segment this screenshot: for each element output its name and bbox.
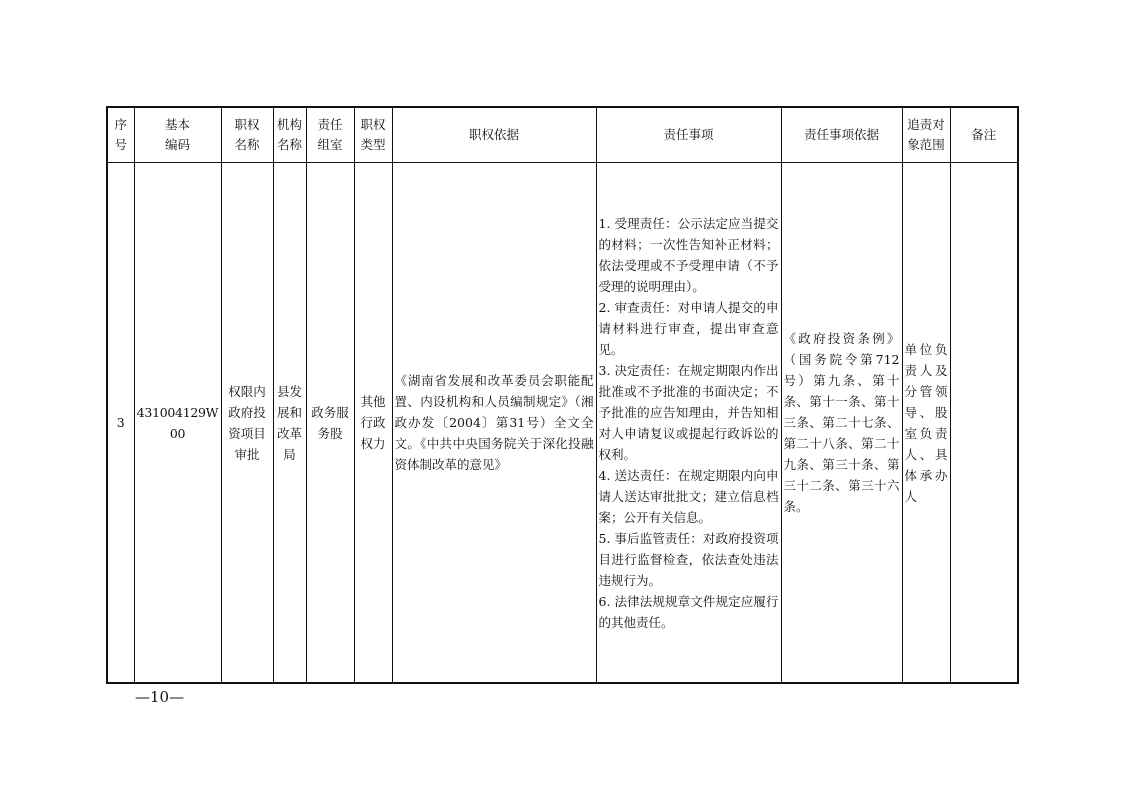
cell-code: 431004129W00: [134, 163, 221, 684]
header-room: 责任 组室: [306, 107, 354, 163]
cell-basis: 《湖南省发展和改革委员会职能配置、内设机构和人员编制规定》（湘政办发〔2004〕第31号）全文全文。《中共中央国务院关于深化投融资体制改革的意见》: [392, 163, 596, 684]
table-row: [107, 163, 1018, 684]
cell-remark: [950, 163, 1018, 684]
header-code: 基本 编码: [134, 107, 221, 163]
duty-item: 6. 法律法规规章文件规定应履行的其他责任。: [598, 593, 779, 630]
header-duties: 责任事项: [596, 107, 781, 163]
cell-scope: 单位负责人及分管领导、股室负责人、具体承办人: [902, 163, 950, 684]
header-duty-basis: 责任事项依据: [781, 107, 902, 163]
header-name: 职权 名称: [221, 107, 273, 163]
duty-item: 3. 决定责任：在规定期限内作出批准或不予批准的书面决定；不予批准的应告知理由，并告知相对人申请复议或提起行政诉讼的权利。: [598, 362, 779, 462]
header-remark: 备注: [950, 107, 1018, 163]
duty-item: 2. 审查责任：对申请人提交的申请材料进行审查，提出审查意见。: [598, 299, 779, 357]
cell-duties: [596, 163, 781, 684]
duty-item: 1. 受理责任：公示法定应当提交的材料；一次性告知补正材料；依法受理或不予受理申请（不予受理的说明理由）。: [598, 215, 779, 294]
duty-item: 5. 事后监管责任：对政府投资项目进行监督检查，依法查处违法违规行为。: [598, 530, 779, 588]
cell-org: 县发展和改革局: [273, 163, 306, 684]
header-seq: 序 号: [107, 107, 134, 163]
header-type: 职权 类型: [354, 107, 392, 163]
cell-seq: 3: [107, 163, 134, 684]
header-scope: 追责对 象范围: [902, 107, 950, 163]
responsibility-table: [106, 106, 1019, 684]
cell-duty-basis: 《政府投资条例》（国务院令第712号）第九条、第十条、第十一条、第十三条、第二十七条、第二十八条、第二十九条、第三十条、第三十二条、第三十六条。: [781, 163, 902, 684]
cell-name: 权限内政府投资项目审批: [221, 163, 273, 684]
cell-type: 其他行政权力: [354, 163, 392, 684]
page-number: —10—: [135, 688, 185, 706]
header-row: [107, 107, 1018, 163]
header-org: 机构 名称: [273, 107, 306, 163]
duty-item: 4. 送达责任：在规定期限内向申请人送达审批批文；建立信息档案；公开有关信息。: [598, 467, 779, 525]
cell-room: 政务服务股: [306, 163, 354, 684]
header-basis: 职权依据: [392, 107, 596, 163]
